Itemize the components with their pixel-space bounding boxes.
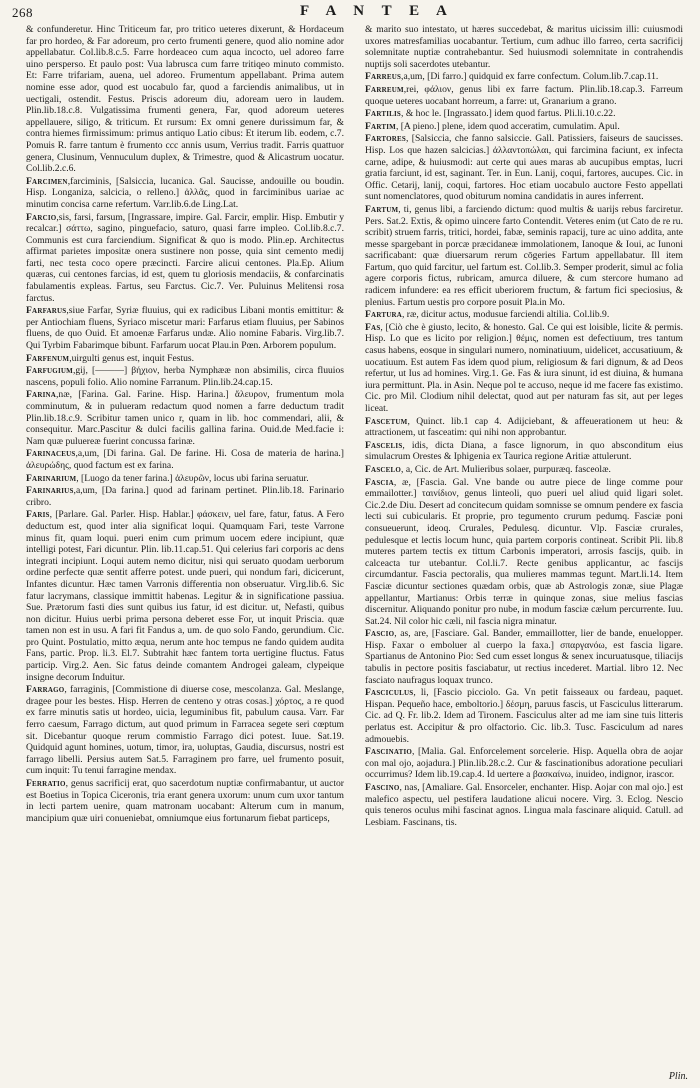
entry-headword: Farreus <box>365 71 402 83</box>
entry-text: , & hoc le. [Ingrassato.] idem quod fartus. Pli.li.10.c.22. <box>401 108 616 120</box>
entry-headword: Fas <box>365 321 381 333</box>
entry-headword: Fartores <box>365 133 406 145</box>
dictionary-entry <box>365 309 683 321</box>
dictionary-entry <box>365 628 683 686</box>
entry-headword: Farfugium <box>26 365 73 377</box>
dictionary-entry <box>26 24 344 175</box>
dictionary-entry <box>365 204 683 308</box>
entry-headword: Fascino <box>365 782 400 793</box>
entry-text: , a, Cic. de Art. Mulieribus solaer, purpuræq. fasceolæ. <box>401 463 611 475</box>
entry-headword: Fascelo <box>365 463 402 475</box>
entry-headword: Farcio <box>26 211 57 223</box>
entry-text: ,næ, [Farina. Gal. Farine. Hisp. Harina.] ἄλευρον, frumentum mola comminutum, & in pulueram redactum quod nomen a farre deductum tradit Plin.lib.18.c.9. Scribitur tamen unico r, quam in lib. hoc commendari, alii, & consequitur. Marc.Pascitur & dulci facilis gallina farina. Ouid.de Med.facie i: Nam quæ puluereæ fuerint concussa farinæ. <box>26 389 344 447</box>
dictionary-entry <box>26 389 344 447</box>
dictionary-entry <box>26 305 344 351</box>
entry-text: ,uirgulti genus est, inquit Festus. <box>69 352 195 364</box>
dictionary-entry <box>365 84 683 107</box>
page-number: 268 <box>12 5 33 20</box>
entry-headword: Farreum <box>365 83 404 95</box>
dictionary-entry <box>365 71 683 83</box>
running-title: F A N T E A <box>300 3 454 19</box>
entry-text: ,farciminis, [Salsiccia, lucanica. Gal. Saucisse, andouille ou boudin. Hisp. Longaniza, salcicia, o relleno.] ἀλλᾶς, quod in farciminibus uariae ac minutim concisa carne refertum. Varr.lib.6.de Ling.Lat. <box>26 175 344 210</box>
dictionary-entry <box>365 687 683 745</box>
dictionary-entry <box>365 746 683 781</box>
dictionary-entry <box>26 353 344 365</box>
entry-text: , ræ, dicitur actus, modusue farciendi altilia. Col.lib.9. <box>401 309 610 321</box>
dictionary-entry <box>365 108 683 120</box>
entry-text: , ti, genus libi, a farciendo dictum: quod multis & uarijs rebus farciretur. Pers. Sat.2. Extis, & opimo uincere farto Contendit. Veteres enim (ut Cato de re ru. scribit) struem farris, tritici, hordei, fabæ, seminis rapacij, ture ac uino addita, ante messe spargebant in porcæ præcidaneæ immolationem, Ianoque & Ioui, ac Iunoni sacrificabant: quæ diuersarum rerum cōgeries Fartum appellabatur. Ill item Fartum, quo quid farcitur, uel fartum est. Col.lib.3. Semper proderit, simul ac folia agere corporis fictus, rubricam, amurca diluere, & cum stercore humano ad radicem infundere: ea res efficit uberiorem fructum, & fartum fici speciosius, & plenius. Fartum uestis pro corpore posuit Pla.in Mo. <box>365 203 683 308</box>
dictionary-entry <box>26 365 344 388</box>
entry-text: , genus sacrificij erat, quo sacerdotum nuptiæ confirmabantur, ut auctor est Boetius in Topica Ciceronis, tria erant genera uxorum: unum cum uxor tantum in lecti partem uenire, quam matronam uocabant: Alterum cum in manum, mancipium quæ uiri conueniebat, omniumque eius fortunarum fiebat particeps, <box>26 778 344 824</box>
entry-headword: Fascetum <box>365 415 408 427</box>
entry-headword: Fascelis <box>365 439 403 451</box>
entry-text: ,a,um, [Di farro.] quidquid ex farre confectum. Colum.lib.7.cap.11. <box>401 71 659 83</box>
entry-text: , idis, dicta Diana, a fasce lignorum, in quo absconditum eius simulacrum Orestes & Iphigenia ex Taurica regione Aritiæ attulerunt. <box>365 439 683 463</box>
entry-text: , [Malia. Gal. Enforcelement sorcelerie. Hisp. Aquella obra de aojar con mal ojo, aojadura.] Plin.lib.28.c.2. Cur & fascinationibus adoratione peculiari occurrimus? Idem lib.19.cap.4. Id uertere a βασκαίνω, inuideo, indignor, irascor. <box>365 746 683 781</box>
right-column <box>365 24 683 1080</box>
entry-headword: Fartum <box>365 203 399 215</box>
entry-headword: Fartura <box>365 309 402 321</box>
entry-headword: Faris <box>26 509 50 521</box>
entry-text: , as, are, [Fasciare. Gal. Bander, emmaillotter, lier de bande, enuelopper. Hisp. Faxar o emboluer al cuerpo la faxa.] σπαργανόω, est fascia ligare. Spartianus de Antonino Pio: Sed cum esset longus & senex incuruatusque, tiliacijs tabulis in pectore positis fasciabatur, ut rectius incederet. Martial. libro 12. Nec fasciato naufragus loquax trunco. <box>365 628 683 686</box>
entry-headword: Farfarus <box>26 305 67 317</box>
dictionary-entry <box>26 176 344 211</box>
page-header <box>10 3 690 25</box>
left-column <box>26 24 344 1080</box>
dictionary-entry <box>365 322 683 415</box>
entry-headword: Farfenum <box>26 352 70 364</box>
entry-text: , [Ciò che è giusto, lecito, & honesto. Gal. Ce qui est loisible, licite & permis. Hisp. Lo que es licito por religion.] θέμις, nomen est defectiuum, tres tantum casus habens, eosque in singulari numero, nominatiuum, uidelicet, accusatiuum, & uocatiuum. Est autem Fas idem quod pium, religiosum & fari dignum, & ad Deos refertur, ut Ius ad homines. Virg.1. Ge. Fas & iura sinunt, id est diuina, & humana iura permittunt. Pla. in Asin. Neque pol te accuso, neque id me facere fas existimo. Cic. pro Mil. Clodium nihil delectat, quod aut per naturam fas sit, aut per leges liceat. <box>365 321 683 414</box>
entry-headword: Fartilis <box>365 108 402 120</box>
dictionary-entry <box>26 473 344 485</box>
entry-text: , farraginis, [Commistione di diuerse cose, mescolanza. Gal. Meslange, dragee pour les bestes. Hisp. Herren de centeno y otras cosas.] χόρτος, a re quod ex farre minutis satis ut hordeo, uicia, leguminibus fit, pabulum causa. Varr. Far ferro caesum, Farrago dictum, aut quod primum in Farracea segete seri cœptum sit. Dicebantur quoque rerum commistio Farrago dici potest. Iuue. Sat.19. Quidquid agunt homines, uotum, timor, ira, uoluptas, Gaudia, discursus, nostri est farrago libelli. Persius autem Sat.5. Farraginem pro farre, uel frumento posuit, cum inquit: Tu tenui farragine mendax. <box>26 684 344 777</box>
entry-text: ,rei, φάλιον, genus libi ex farre factum. Plin.lib.18.cap.3. Farreum quoque ueteres uocabant horreum, a farre: ut, Granarium a grano. <box>365 83 683 107</box>
dictionary-entry <box>26 212 344 305</box>
entry-text: ,gij, [———] βήχιον, herba Nymphææ non absimilis, circa fluuios nascens, populi folio. Alio nomine Farranum. Plin.lib.24.cap.15. <box>26 365 344 388</box>
entry-headword: Farcimen <box>26 175 68 187</box>
dictionary-entry <box>365 121 683 133</box>
dictionary-entry <box>365 782 683 828</box>
entry-text: , nas, [Amaliare. Gal. Ensorceler, enchanter. Hisp. Aojar con mal ojo.] est malefico aspectu, uel pestifera laudatione alicui nocere. Virg. 3. Eclog. Nescio quis teneros oculus mihi fascinat agnos. Lingua mala fascinare aliquid. Catull. ad Lesbiam. Fascinans, tis. <box>365 782 683 828</box>
entry-headword: Fartim <box>365 120 396 132</box>
dictionary-entry <box>365 24 683 70</box>
entry-headword: Fascio <box>365 628 395 640</box>
entry-text: ,a,um, [Di farina. Gal. De farine. Hi. Cosa de materia de harina.] ἀλευρώδης, quod factum est ex farina. <box>26 448 344 471</box>
dictionary-entry <box>26 778 344 824</box>
dictionary-entry <box>26 684 344 777</box>
dictionary-entry <box>26 509 344 683</box>
dictionary-entry <box>365 477 683 628</box>
dictionary-entry <box>365 133 683 203</box>
entry-text: , [A pieno.] plene, idem quod acceratim, cumulatim. Apul. <box>395 120 620 132</box>
entry-text: , [Salsiccia, che fanno salsiccie. Gall. Patissiers, faiseurs de saucisses. Hisp. Los que hazen salcicias.] ἀλλαντοπώλαι, qui farcimina faciunt, ex infecta carne, adipe, & huiusmodi: aut certe qui aues maras ab aucupibus emptas, lucri gratia farciunt, id est, saginant. Ter. in Eun. Lanij, coqui, fartores, aucupes. Cic. in Offic. Cetarij, lanij, coqui, fartores. Hoc etiam uocabulo auctore Festo appellati sunt nomenclatores, quod obiturum nomina candidatis in aures inferrent. <box>365 133 683 203</box>
entry-text: & marito suo intestato, ut hæres succedebat, & maritus uicissim illi: cuiusmodi uxores matresfamilias uocabantur. Tertium, cum adhuc illo farreo, certa sacrificij solemnitate nuptiæ contrahebantur. Sed huiusmodi solemnitate in contrahendis nuptijs soli sacerdotes utebantur. <box>365 24 683 70</box>
entry-headword: Fascinatio <box>365 746 413 758</box>
entry-text: , æ, [Fascia. Gal. Vne bande ou autre piece de linge comme pour emmailotter.] ταινίδιον, genus linteoli, quo pueri uel aliud quid ligari solet. Cic.2.de Diu. Desert ad concitecum quidam somnisse se omnum pendere ex fascia lecti sui cubicularis. Et proprie, pro tegumento crurum pedumq. Fasciæ poni consueuerunt, ideoq. Crurales, Pedulesq. dicuntur. Vlp. Fasciæ crurales, pedulesque et lectis locum hunc, quia partem corporis contineat. Scribit Pli. lib.8 muteres partem tectis ex tittum Carbonis imperatori, arrosis fascijs, quib. in calceacta tur utebantur. Col.li.7. Recte genibus applicantur, ac fascijs circumdantur. Fascia pectoralis, qua mulieres mammas tegunt. Mart.li.14. Item Fasciæ dicuntur sectiones quædam orbis, quæ ab Astrologis zonæ, siue Plagæ appellantur, Martianus: Orbis terræ in quinque zonas, siue melius fascias discernitur. Aliquando ponitur pro nube, in modum fasciæ cælum percurrente. Iuu. Sat.24. Nil color hic cæli, nil fascia nigra minatur. <box>365 476 683 627</box>
entry-headword: Farina <box>26 389 57 401</box>
dictionary-entry <box>365 416 683 439</box>
entry-text: , Quinct. lib.1 cap 4. Adijciebant, & affeuerationem ut heu: & attractionem, ut fasceatim: qui nihi non approbantur. <box>365 415 683 439</box>
dictionary-entry <box>26 485 344 508</box>
entry-headword: Farinarius <box>26 485 74 497</box>
entry-headword: Fascia <box>365 476 394 488</box>
entry-text: , li, [Fascio picciolo. Ga. Vn petit faisseaux ou fardeau, paquet. Hispan. Pequeño hace, emboltorio.] δέσμη, paruus fascis, ut Fasciculus litterarum. Cic. ad Q. Fr. lib.2. Idem ad Tironem. Fasciculus alter ad me iam sine tuis litteris perlatus est. Accipitur & pro olfactorio. Cic. lib.3. Tusc. Fasciculum ad nares admouebis. <box>365 687 683 745</box>
entry-text: , [Luogo da tener farina.] ἀλευρῶν, locus ubi farina seruatur. <box>76 472 309 484</box>
entry-text: ,a,um, [Da farina.] quod ad farinam pertinet. Plin.lib.18. Farinario cribro. <box>26 485 344 508</box>
dictionary-entry <box>365 464 683 476</box>
entry-text: ,siue Farfar, Syriæ fluuius, qui ex radicibus Libani montis emittitur: & per Antiochiam fluens, Syriaco miscetur mari: Farfarus etiam fluuius, per Sabinos fluens, de quo Ouid. Et amoenæ Farfarus undæ. Alio nomine Fabaris. Virg.lib.7. Qui Tyrbim Fabarimque bibunt. Farfarum uocat Plau.in Pœn. Arborem populum. <box>26 305 344 352</box>
entry-headword: Farrago <box>26 684 65 696</box>
entry-text: & confunderetur. Hinc Triticeum far, pro tritico ueteres dixerunt, & Hordaceum far pro hordeo, & Far adoreum, pro certo frumenti genere, quod alio nomine ador appellabatur. Col.lib.8.c.5. Farre hordeaceo cum aqua incocto, uel adoreo farre uino persperso. Et paulo post: Vua labrusca cum farre tritiqeo minuto commisto. Et: Farre trifariam, auena, uel adoreo. Frumentum appellabant. Prima autem nomine esse ador, quod est uocabulo far, quod a farciendis animalibus, ut in uectigali, ostendit. Festus. Priscis adoreum diu, adoream uero in laudem. Plin.lib.18.c.8. Vulgatissima frumenti genera, Far, quod adoreum ueteres appellauere, siligo, & triticum. Et rursum: Ex omni genere durissimum far, & contra hiemes firmissimum: primus antiquo Latio cibus: Et iterum lib. eodem, c.7. Pomuis R. farre tantum è frumento ccc annis usum, Verrius tradit. Farris quattuor genera, Clusinum, Vennuculum duplex, & Trimestre, quod & Alicastrum uocatur. Col.lib.2.c.6. <box>26 24 344 175</box>
dictionary-entry <box>365 440 683 463</box>
entry-headword: Farinaceus <box>26 448 76 460</box>
dictionary-entry <box>26 448 344 471</box>
entry-headword: Ferratio <box>26 778 66 789</box>
entry-headword: Farinarium <box>26 472 77 484</box>
catchword: Plin. <box>668 1071 688 1082</box>
entry-text: ,sis, farsi, farsum, [Ingrassare, impire. Gal. Farcir, emplir. Hisp. Embutir y recalcar.] σάττω, sagino, pinguefacio, saturo, quasi farre impleo. Col.lib.8.c.7. Communis est cura farciendium. Significat & quo is modo. Plin.ep. Architectus affirmat parietes impositæ onera sustinere non posse, quia sint cemento medij farti, nec testa coco opere præcincti. Farcire alicui centones. Pla.Ep. Alium quæras, cui centones farcias, id est, quem tu gloriosis mendaciis, & confarcinatis fabulamentis expleas. Fartus, seu Farctus. Cic.7. Ver. Puluinus Melitensi rosa farctus. <box>26 211 344 304</box>
entry-text: , [Parlare. Gal. Parler. Hisp. Hablar.] φάσκειν, uel fare, fatur, fatus. A Fero deductum est, quod inter alia significat loqui. Quamquam Fari, teste Varrone minus fit, quam loqui. pueri enim cum primum uocem edere incipiunt, quæ intelligi potest, Fari dicuntur. Plin. lib.11.cap.51. Qui celerius fari corporis ac dens integrati incipiunt. Loqui autem nemo dicitur, nisi qui seruato quodam uerborum ordine perfecte quæ sentit afferre potest. unde pueri, qui nondum fari, dicicerunt, Infantes dicuntur. Hæc tamen Varronis differentia non obseruatur. Virg.lib.6. Sic fatur lacrymans, classique immittit habenas. Legitur & in significatione passiua. Sue. Prætorum fasti dies sunt quibus ius fatur, id est dicitur. ut, Nefasti, quibus non dicitur. Huius uerbi prima persona deberet esse For, ut inquit Priscia. quæ tamen non est in usu. A fari fit Fandus a, um. de quo solo Fando, gerundium. Cic. pro Quint. Postulatio, mitto æqua, nerum ante hoc tempus ne fando quidem audita Fans, partic. Prop. li.3. El.7. Subtrahit hæc fantem torta uertigine fluctus. Fatus particip. Virg.2. Aen. Sic fatus deinde comantem Androgei galeam, clypeique insigne decorum Induitur. <box>26 509 344 683</box>
entry-headword: Fasciculus <box>365 687 414 699</box>
